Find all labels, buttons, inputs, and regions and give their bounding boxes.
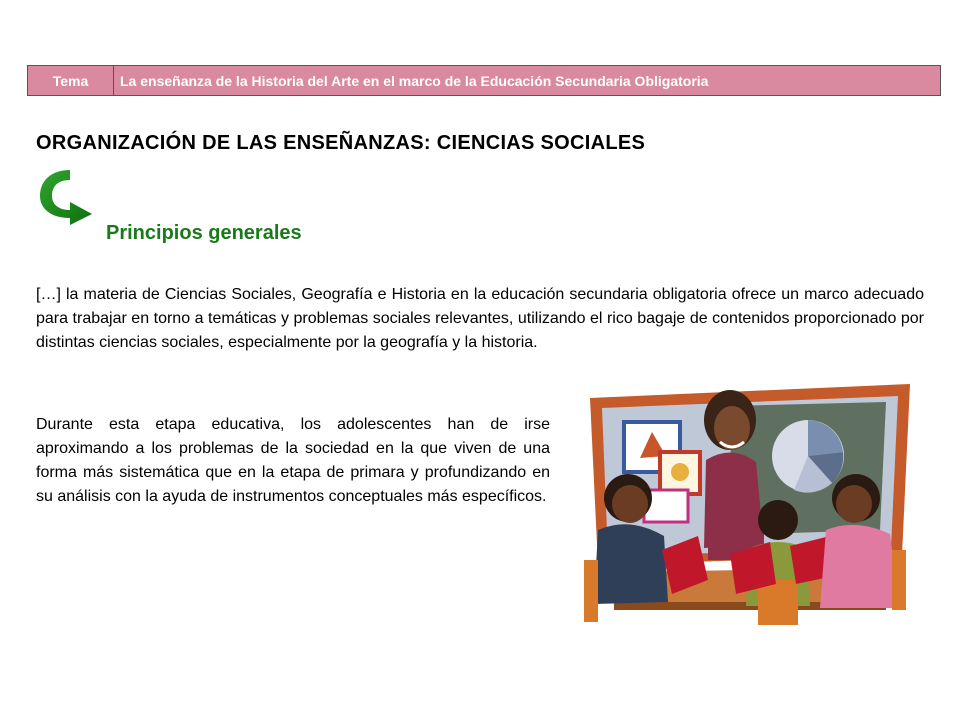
page-heading: ORGANIZACIÓN DE LAS ENSEÑANZAS: CIENCIAS SOCIALES [36,132,646,154]
stage-paragraph: Durante esta etapa educativa, los adolescentes han de irse aproximando a los problemas de la sociedad en la que viven de una forma más sistemática que en la etapa de primara y profundizando en su análisis con la ayuda de instrumentos conceptuales más específicos. [36,416,550,505]
topic-bar [27,65,941,96]
topic-value: La enseñanza de la Historia del Arte en el marco de la Educación Secundaria Obligatoria [120,72,709,89]
curved-arrow-icon [36,168,98,226]
section-subheading: Principios generales [106,222,302,244]
intro-paragraph: […] la materia de Ciencias Sociales, Geografía e Historia en la educación secundaria obligatoria ofrece un marco adecuado para trabajar en torno a temáticas y problemas sociales relevantes, utilizando el rico bagaje de contenidos proporcionado por distintas ciencias sociales, especialmente por la geografía y la historia. [36,286,924,351]
classroom-illustration [580,380,910,625]
topic-label: Tema [28,66,114,95]
